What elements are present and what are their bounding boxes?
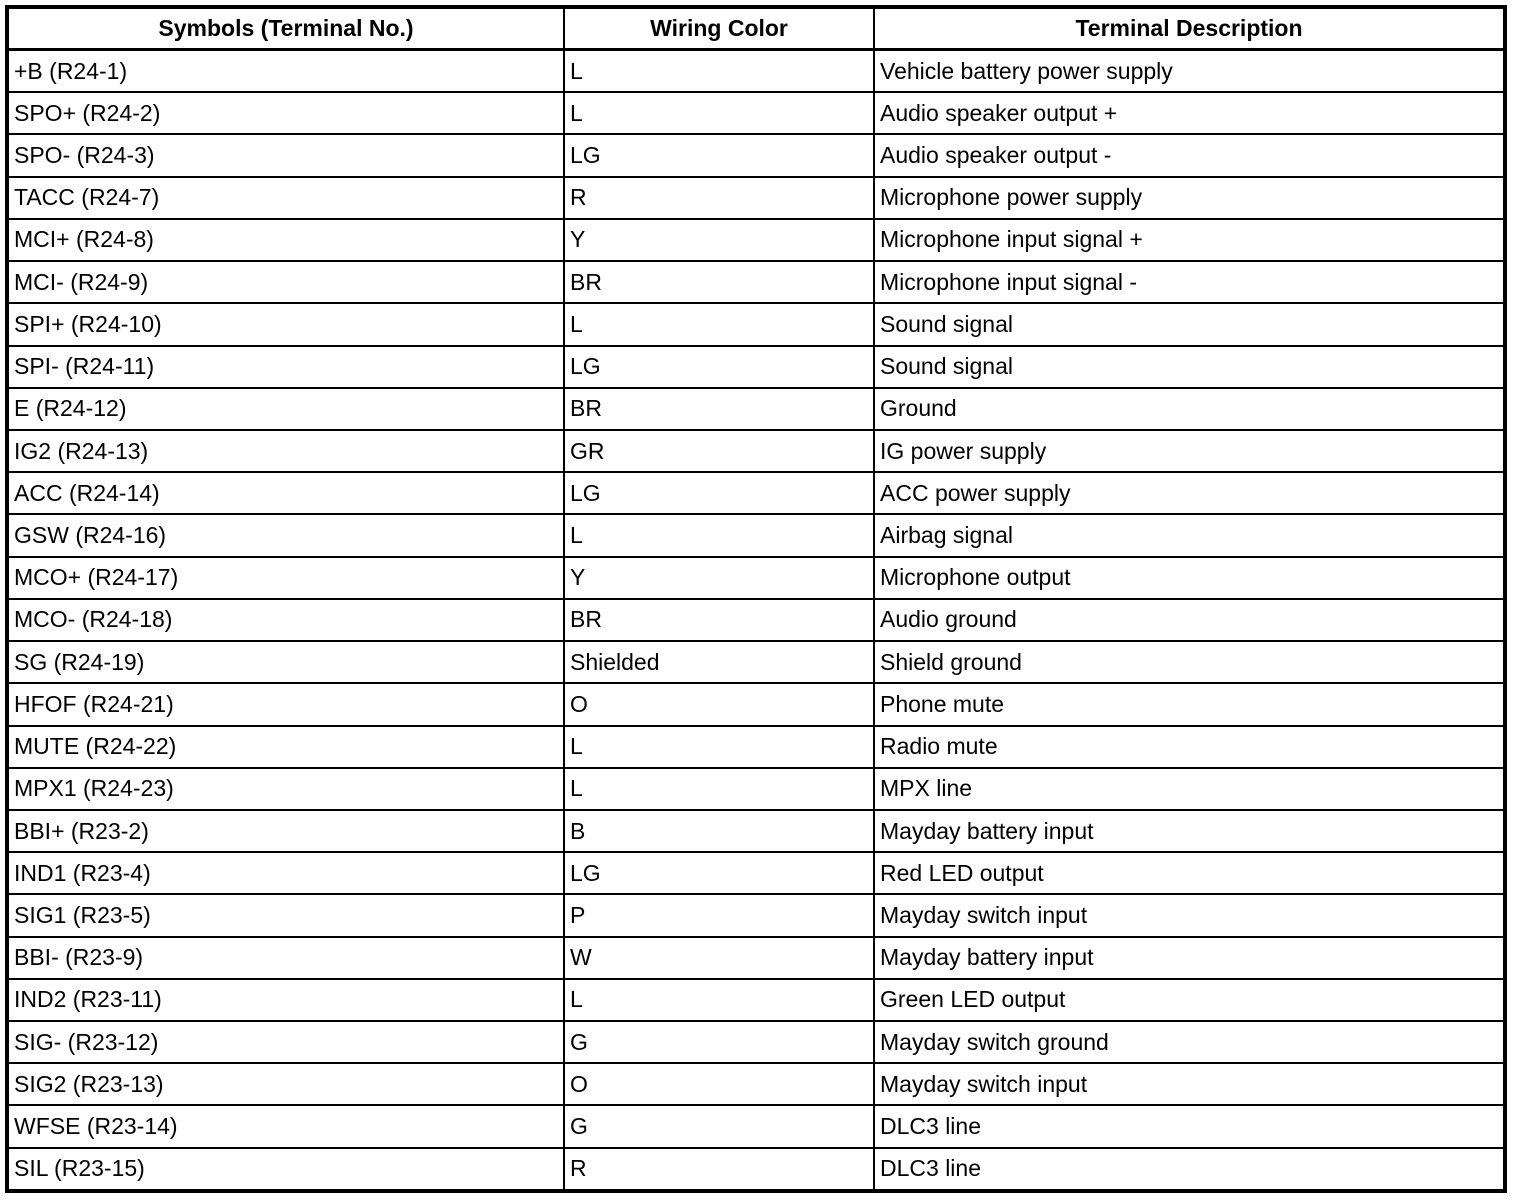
table-row <box>9 641 1503 683</box>
cell-description: Audio speaker output + <box>874 92 1503 134</box>
cell-symbol: E (R24-12) <box>9 388 564 430</box>
table-row <box>9 1148 1503 1189</box>
cell-symbol: WFSE (R23-14) <box>9 1105 564 1147</box>
cell-symbol: IG2 (R24-13) <box>9 430 564 472</box>
header-row <box>9 9 1503 50</box>
cell-description: DLC3 line <box>874 1148 1503 1189</box>
cell-wiring-color: GR <box>564 430 874 472</box>
cell-symbol: SPO+ (R24-2) <box>9 92 564 134</box>
table-row <box>9 514 1503 556</box>
cell-symbol: SPI- (R24-11) <box>9 346 564 388</box>
table-row <box>9 472 1503 514</box>
cell-wiring-color: O <box>564 1063 874 1105</box>
cell-symbol: IND1 (R23-4) <box>9 852 564 894</box>
cell-symbol: SIL (R23-15) <box>9 1148 564 1189</box>
cell-description: Sound signal <box>874 346 1503 388</box>
cell-symbol: +B (R24-1) <box>9 50 564 93</box>
cell-symbol: BBI- (R23-9) <box>9 937 564 979</box>
table-row <box>9 726 1503 768</box>
table-row <box>9 92 1503 134</box>
cell-symbol: SIG- (R23-12) <box>9 1021 564 1063</box>
cell-symbol: SG (R24-19) <box>9 641 564 683</box>
table-row <box>9 1063 1503 1105</box>
cell-description: Mayday switch ground <box>874 1021 1503 1063</box>
cell-wiring-color: G <box>564 1105 874 1147</box>
cell-description: Green LED output <box>874 979 1503 1021</box>
cell-wiring-color: LG <box>564 134 874 176</box>
cell-wiring-color: L <box>564 50 874 93</box>
cell-symbol: MCO+ (R24-17) <box>9 557 564 599</box>
cell-description: Radio mute <box>874 726 1503 768</box>
cell-symbol: SPI+ (R24-10) <box>9 303 564 345</box>
cell-wiring-color: BR <box>564 599 874 641</box>
cell-wiring-color: R <box>564 177 874 219</box>
table-body <box>9 50 1503 1190</box>
cell-wiring-color: G <box>564 1021 874 1063</box>
table-row <box>9 1021 1503 1063</box>
cell-wiring-color: Shielded <box>564 641 874 683</box>
cell-description: Airbag signal <box>874 514 1503 556</box>
table-row <box>9 219 1503 261</box>
table-row <box>9 303 1503 345</box>
cell-wiring-color: L <box>564 768 874 810</box>
cell-wiring-color: Y <box>564 557 874 599</box>
table-row <box>9 852 1503 894</box>
cell-wiring-color: BR <box>564 261 874 303</box>
table-row <box>9 894 1503 936</box>
cell-wiring-color: L <box>564 726 874 768</box>
cell-symbol: GSW (R24-16) <box>9 514 564 556</box>
cell-wiring-color: LG <box>564 472 874 514</box>
cell-wiring-color: B <box>564 810 874 852</box>
cell-description: ACC power supply <box>874 472 1503 514</box>
table-row <box>9 50 1503 93</box>
table-row <box>9 177 1503 219</box>
cell-wiring-color: L <box>564 514 874 556</box>
cell-description: Vehicle battery power supply <box>874 50 1503 93</box>
cell-description: Microphone input signal + <box>874 219 1503 261</box>
table-row <box>9 388 1503 430</box>
table-row <box>9 346 1503 388</box>
cell-description: Sound signal <box>874 303 1503 345</box>
cell-description: MPX line <box>874 768 1503 810</box>
table-row <box>9 599 1503 641</box>
cell-symbol: SIG1 (R23-5) <box>9 894 564 936</box>
cell-description: Ground <box>874 388 1503 430</box>
cell-wiring-color: LG <box>564 852 874 894</box>
table-row <box>9 768 1503 810</box>
cell-wiring-color: LG <box>564 346 874 388</box>
cell-description: Red LED output <box>874 852 1503 894</box>
cell-wiring-color: L <box>564 979 874 1021</box>
header-wiring-color: Wiring Color <box>564 9 874 50</box>
table-row <box>9 430 1503 472</box>
table-row <box>9 1105 1503 1147</box>
table-row <box>9 683 1503 725</box>
cell-symbol: MUTE (R24-22) <box>9 726 564 768</box>
cell-symbol: MCI+ (R24-8) <box>9 219 564 261</box>
table-row <box>9 134 1503 176</box>
table-row <box>9 810 1503 852</box>
cell-symbol: TACC (R24-7) <box>9 177 564 219</box>
cell-wiring-color: R <box>564 1148 874 1189</box>
cell-wiring-color: BR <box>564 388 874 430</box>
cell-description: IG power supply <box>874 430 1503 472</box>
cell-symbol: HFOF (R24-21) <box>9 683 564 725</box>
cell-description: Mayday battery input <box>874 810 1503 852</box>
table-row <box>9 261 1503 303</box>
cell-symbol: MCO- (R24-18) <box>9 599 564 641</box>
table-row <box>9 557 1503 599</box>
cell-wiring-color: Y <box>564 219 874 261</box>
cell-symbol: SPO- (R24-3) <box>9 134 564 176</box>
cell-description: DLC3 line <box>874 1105 1503 1147</box>
cell-symbol: MPX1 (R24-23) <box>9 768 564 810</box>
table-row <box>9 937 1503 979</box>
cell-wiring-color: W <box>564 937 874 979</box>
terminal-table <box>9 9 1503 1189</box>
cell-description: Shield ground <box>874 641 1503 683</box>
cell-description: Phone mute <box>874 683 1503 725</box>
cell-description: Mayday switch input <box>874 894 1503 936</box>
cell-wiring-color: O <box>564 683 874 725</box>
cell-description: Mayday switch input <box>874 1063 1503 1105</box>
cell-wiring-color: L <box>564 92 874 134</box>
cell-symbol: SIG2 (R23-13) <box>9 1063 564 1105</box>
cell-wiring-color: L <box>564 303 874 345</box>
terminal-table-frame <box>5 5 1507 1193</box>
header-symbols: Symbols (Terminal No.) <box>9 9 564 50</box>
cell-symbol: MCI- (R24-9) <box>9 261 564 303</box>
table-row <box>9 979 1503 1021</box>
cell-symbol: BBI+ (R23-2) <box>9 810 564 852</box>
cell-description: Audio speaker output - <box>874 134 1503 176</box>
cell-description: Mayday battery input <box>874 937 1503 979</box>
cell-symbol: ACC (R24-14) <box>9 472 564 514</box>
cell-description: Microphone power supply <box>874 177 1503 219</box>
cell-description: Audio ground <box>874 599 1503 641</box>
cell-wiring-color: P <box>564 894 874 936</box>
cell-symbol: IND2 (R23-11) <box>9 979 564 1021</box>
cell-description: Microphone input signal - <box>874 261 1503 303</box>
cell-description: Microphone output <box>874 557 1503 599</box>
header-terminal-description: Terminal Description <box>874 9 1503 50</box>
table-header <box>9 9 1503 50</box>
